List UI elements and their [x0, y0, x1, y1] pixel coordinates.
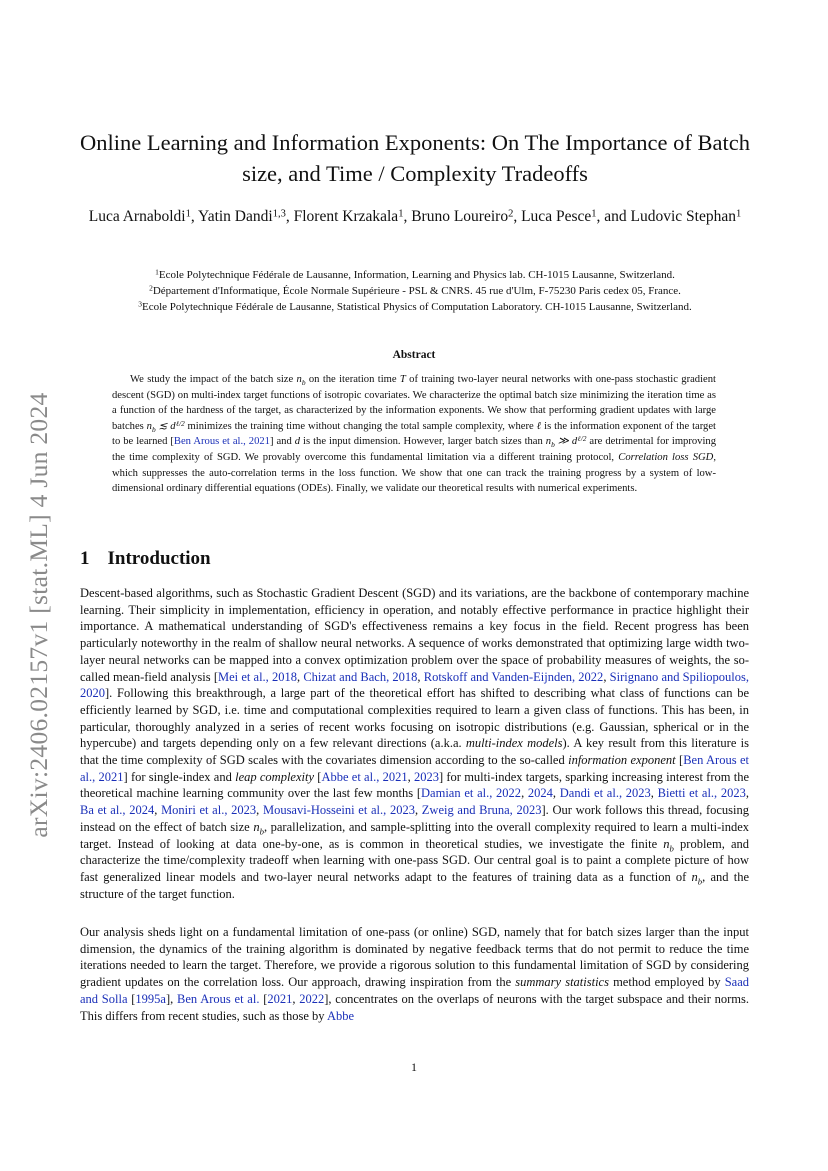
arxiv-stamp: [14, 370, 64, 860]
section-heading: [80, 548, 211, 570]
intro-paragraph-2: Our analysis sheds light on a fundamental limitation of one-pass (or online) SGD, namely that for batch sizes larger than the input dimension, the dynamics of the training algorithm is dominated by negative feedback terms that do not permit to reduce the time iterations needed to learn the target. Therefore, we provide a rigorous solution to this fundamental limitation of SGD by considering gradient updates on the correlation loss. Our approach, drawing inspiration from the summary statistics method employed by Saad and Solla [1995a], Ben Arous et al. [2021, 2022], concentrates on the overlaps of neurons with the target subspace and their norms. This differs from recent studies, such as those by Abbe: [80, 925, 750, 1023]
author-affiliation-mark: 1,3: [272, 208, 286, 220]
author-name: Ludovic Stephan: [630, 208, 736, 225]
author-list: Luca Arnaboldi$^1$, Yatin Dandi$^{1,3}$, Florent Krzakala$^1$, Bruno Loureiro$^2$, Luca Pesce$^1$, and Ludovic Stephan$^1$: [88, 208, 742, 225]
affiliation-text: Département d'Informatique, École Normale Supérieure - PSL & CNRS. 45 rue d'Ulm, F-75230 Paris cedex 05, France.: [152, 285, 681, 297]
page-number: 1: [411, 1060, 417, 1074]
math-expression: ℓ: [536, 420, 542, 432]
citation-link[interactable]: Ba et al., 2024: [80, 803, 155, 818]
section-number: 1: [80, 548, 90, 569]
author-name: Bruno Loureiro: [411, 208, 509, 225]
affiliation-number: 1: [155, 267, 159, 277]
emphasis: leap complexity: [235, 769, 315, 784]
citation-link[interactable]: 2023: [413, 769, 439, 784]
affiliation-text: Ecole Polytechnique Fédérale de Lausanne, Information, Learning and Physics lab. CH-1015 Lausanne, Switzerland.: [158, 269, 675, 281]
abstract-heading: Abstract: [392, 349, 436, 361]
math-expression: $n_b$ ≲ $d^{\ell/2}$: [146, 419, 185, 434]
emphasis: summary statistics: [515, 975, 609, 990]
citation-link[interactable]: Ben Arous et al., 2021: [173, 436, 270, 448]
section-title: Introduction: [107, 548, 211, 569]
affiliation-text: Ecole Polytechnique Fédérale de Lausanne, Statistical Physics of Computation Laboratory. CH-1015 Lausanne, Switzerland.: [141, 301, 692, 313]
intro-paragraph-1: Descent-based algorithms, such as Stochastic Gradient Descent (SGD) and its variations, are the backbone of contemporary machine learning. Their simplicity in implementation, efficiency in operation, and notably effective performance in practice highlight their importance. A mathematical understanding of SGD's effectiveness remains a key focus in the field. Recent progress has been particularly noteworthy in the realm of shallow neural networks. A sequence of works demonstrated that optimizing large width two-layer neural networks can be mapped into a convex optimization problem over the space of probability measures of weights, the so-called mean-field analysis [Mei et al., 2018, Chizat and Bach, 2018, Rotskoff and Vanden-Eijnden, 2022, Sirignano and Spiliopoulos, 2020]. Following this breakthrough, a large part of the theoretical effort has shifted to describing what class of functions can be efficiently learned by SGD, i.e. time and computational complexities required to learn a given class of functions. This has been, in particular, thoroughly analyzed in a series of recent works focusing on isotropic distributions (e.g. Gaussian, spherical or in the hypercube) and targets depending only on a few relevant directions (a.k.a. multi-index models). A key result from this literature is that the time complexity of SGD scales with the covariates dimension according to the so-called information exponent [Ben Arous et al., 2021] for single-index and leap complexity [Abbe et al., 2021, 2023] for multi-index targets, sparking increasing interest from the theoretical machine learning community over the last few months [Damian et al., 2022, 2024, Dandi et al., 2023, Bietti et al., 2023, Ba et al., 2024, Moniri et al., 2023, Mousavi-Hosseini et al., 2023, Zweig and Bruna, 2023]. Our work follows this thread, focusing instead on the effect of batch size $n_b$, parallelization, and sample-splitting into the overall complexity required to learn a multi-index target. Instead of looking at data one-by-one, as is common in theoretical studies, we investigate the finite $n_b$ problem, and characterize the time/complexity tradeoff when learning with one-pass SGD. Our central goal is to paint a complete picture of how fast generalized linear models and two-layer neural networks adapt to the features of training data as a function of $n_b$, and the structure of the target function.: [80, 586, 750, 901]
math-expression: $n_b$: [691, 869, 703, 887]
author-affiliation-mark: 1: [185, 208, 191, 220]
affiliation-line: [70, 283, 760, 299]
citation-link[interactable]: Mousavi-Hosseini et al., 2023: [262, 803, 415, 818]
citation-link[interactable]: Moniri et al., 2023: [161, 803, 257, 818]
affiliations: [70, 267, 760, 315]
math-expression: d: [294, 436, 301, 448]
citation-link[interactable]: Sirignano and Spiliopoulos, 2020: [80, 669, 750, 701]
citation-link[interactable]: Ben Arous et al.: [177, 991, 260, 1006]
citation-link[interactable]: Zweig and Bruna, 2023: [421, 803, 542, 818]
citation-link[interactable]: 2022: [299, 991, 325, 1006]
author-name: Florent Krzakala: [293, 208, 399, 225]
abstract-body: We study the impact of the batch size $n_b$ on the iteration time T of training two-layer neural networks with one-pass stochastic gradient descent (SGD) on multi-index target functions of isotropic covariates. We characterize the optimal batch size minimizing the iteration time as a function of the hardness of the target, as characterized by the information exponents. We show that performing gradient updates with large batches $n_b$ ≲ $d^{\ell/2}$ minimizes the training time without changing the total sample complexity, where ℓ is the information exponent of the target to be learned [Ben Arous et al., 2021] and d is the input dimension. However, larger batch sizes than $n_b$ ≫ $d^{\ell/2}$ are detrimental for improving the time complexity of SGD. We provably overcome this fundamental limitation via a different training protocol, Correlation loss SGD, which suppresses the auto-correlation terms in the loss function. We show that one can track the training progress by a system of low-dimensional ordinary differential equations (ODEs). Finally, we validate our theoretical results with numerical experiments.: [112, 374, 717, 495]
author-affiliation-mark: 1: [591, 208, 597, 220]
citation-link[interactable]: Mei et al., 2018: [218, 669, 298, 684]
author-affiliation-mark: 1: [398, 208, 404, 220]
author-affiliation-mark: 2: [508, 208, 514, 220]
affiliation-number: 3: [138, 299, 142, 309]
author-affiliation-mark: 1: [736, 208, 742, 220]
arxiv-stamp-text: arXiv:2406.02157v1 [stat.ML] 4 Jun 2024: [24, 392, 53, 838]
citation-link[interactable]: Bietti et al., 2023: [657, 786, 746, 801]
citation-link[interactable]: Saad and Solla: [80, 975, 749, 1006]
author-name: Yatin Dandi: [198, 208, 273, 225]
citation-link[interactable]: Abbe: [326, 1008, 355, 1023]
citation-link[interactable]: Damian et al., 2022: [421, 786, 522, 801]
citation-link[interactable]: 2024: [527, 786, 553, 801]
citation-link[interactable]: Abbe et al., 2021: [321, 769, 408, 784]
citation-link[interactable]: Chizat and Bach, 2018: [303, 669, 418, 684]
paper-title: Online Learning and Information Exponents: On The Importance of Batch size, and Time / Complexity Tradeoffs: [79, 130, 750, 186]
math-expression: $n_b$: [296, 374, 306, 388]
author-name: Luca Arnaboldi: [88, 208, 186, 225]
emphasis: information exponent: [568, 753, 676, 768]
affiliation-number: 2: [149, 283, 153, 293]
citation-link[interactable]: 1995a: [135, 991, 166, 1006]
emphasis: multi-index models: [465, 736, 563, 751]
affiliation-line: [70, 267, 760, 283]
citation-link[interactable]: Dandi et al., 2023: [559, 786, 651, 801]
author-name: Luca Pesce: [521, 208, 592, 225]
math-expression: $n_b$: [663, 836, 674, 854]
citation-link[interactable]: Rotskoff and Vanden-Eijnden, 2022: [423, 669, 604, 684]
emphasis: Correlation loss SGD: [618, 451, 714, 463]
math-expression: T: [399, 374, 406, 385]
math-expression: $n_b$: [253, 819, 264, 837]
math-expression: $n_b$ ≫ $d^{\ell/2}$: [545, 435, 587, 450]
citation-link[interactable]: Ben Arous et al., 2021: [80, 753, 749, 784]
citation-link[interactable]: 2021: [267, 991, 293, 1006]
affiliation-line: [70, 299, 760, 315]
